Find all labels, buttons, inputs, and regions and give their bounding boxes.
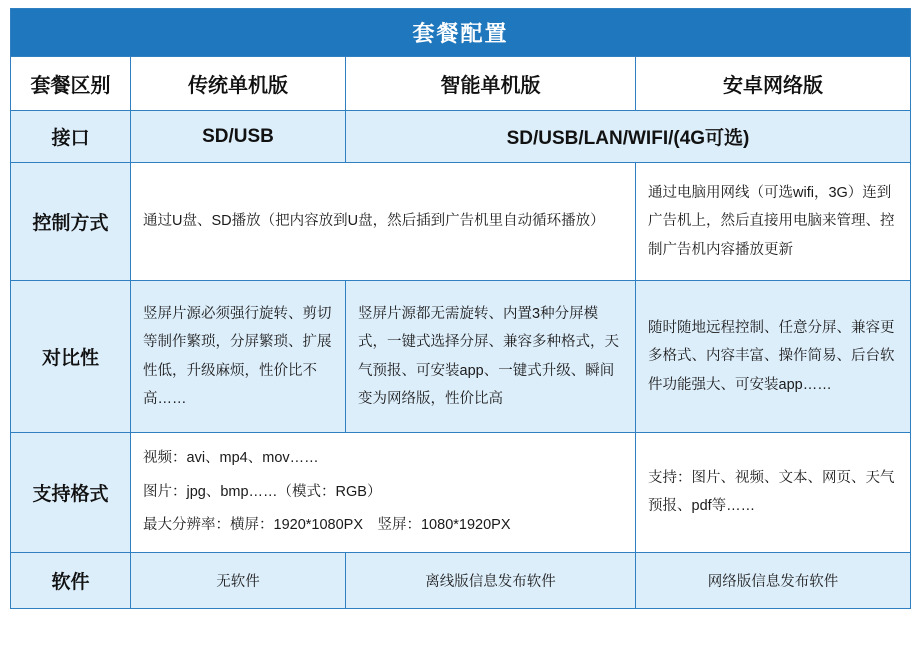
software-traditional: 无软件 — [131, 553, 346, 609]
formats-video-line: 视频：avi、mp4、mov…… — [143, 450, 319, 467]
row-label-control-method: 控制方式 — [11, 163, 131, 281]
formats-traditional-smart — [131, 433, 636, 553]
row-label-comparison: 对比性 — [11, 281, 131, 433]
interface-traditional: SD/USB — [131, 111, 346, 163]
row-label-supported-formats: 支持格式 — [11, 433, 131, 553]
table-title-row — [11, 9, 911, 57]
control-method-traditional-smart: 通过U盘、SD播放（把内容放到U盘，然后插到广告机里自动循环播放） — [131, 163, 636, 281]
row-interface — [11, 111, 911, 163]
row-label-software: 软件 — [11, 553, 131, 609]
header-col-smart: 智能单机版 — [346, 57, 636, 111]
interface-smart-android: SD/USB/LAN/WIFI/(4G可选) — [346, 111, 911, 163]
comparison-smart: 竖屏片源都无需旋转、内置3种分屏模式，一键式选择分屏、兼容多种格式，天气预报、可安装app、一键式升级、瞬间变为网络版，性价比高 — [346, 281, 636, 433]
comparison-android: 随时随地远程控制、任意分屏、兼容更多格式、内容丰富、操作简易、后台软件功能强大、可安装app…… — [636, 281, 911, 433]
comparison-traditional: 竖屏片源必须强行旋转、剪切等制作繁琐，分屏繁琐、扩展性低，升级麻烦，性价比不高…… — [131, 281, 346, 433]
formats-android: 支持：图片、视频、文本、网页、天气预报、pdf等…… — [636, 433, 911, 553]
row-label-interface: 接口 — [11, 111, 131, 163]
software-android: 网络版信息发布软件 — [636, 553, 911, 609]
row-software — [11, 553, 911, 609]
formats-resolution-line: 最大分辨率：横屏：1920*1080PX 竖屏：1080*1920PX — [143, 517, 511, 534]
row-supported-formats — [11, 433, 911, 553]
formats-image-line: 图片：jpg、bmp……（模式：RGB） — [143, 483, 382, 500]
table-header-row — [11, 57, 911, 111]
page-title: 套餐配置 — [11, 9, 911, 57]
software-smart: 离线版信息发布软件 — [346, 553, 636, 609]
row-comparison — [11, 281, 911, 433]
header-label-column: 套餐区别 — [11, 57, 131, 111]
header-col-android: 安卓网络版 — [636, 57, 911, 111]
header-col-traditional: 传统单机版 — [131, 57, 346, 111]
package-configuration-table — [10, 8, 911, 609]
row-control-method — [11, 163, 911, 281]
control-method-android: 通过电脑用网线（可选wifi，3G）连到广告机上，然后直接用电脑来管理、控制广告机内容播放更新 — [636, 163, 911, 281]
